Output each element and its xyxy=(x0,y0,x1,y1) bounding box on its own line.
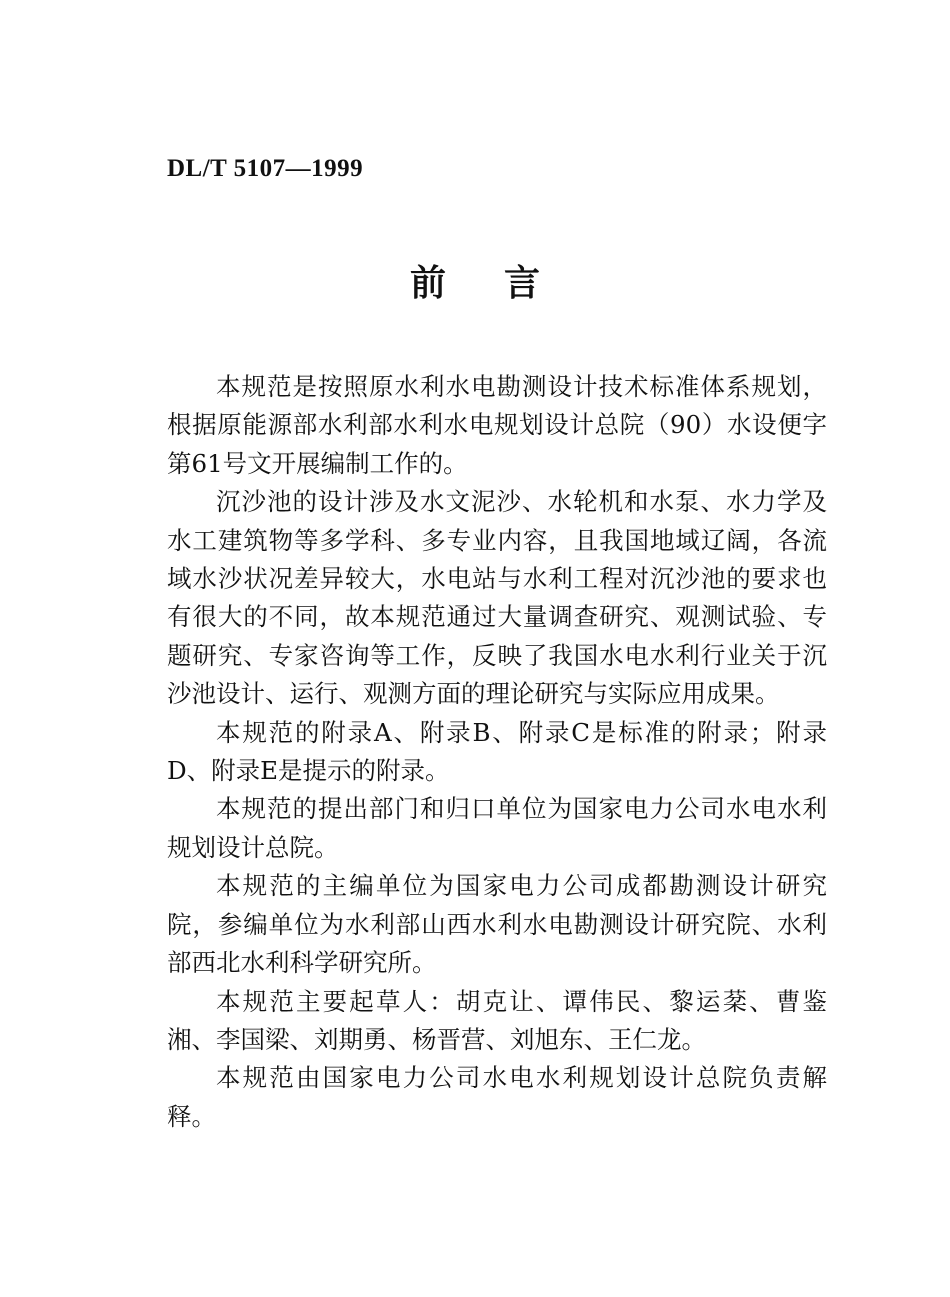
paragraph: 本规范由国家电力公司水电水利规划设计总院负责解释。 xyxy=(167,1063,827,1131)
paragraph: 本规范是按照原水利水电勘测设计技术标准体系规划，根据原能源部水利部水利水电规划设计总院（90）水设便字第61号文开展编制工作的。 xyxy=(167,372,827,478)
page-title: 前言 xyxy=(409,262,598,304)
paragraph: 本规范的附录A、附录B、附录C是标准的附录；附录D、附录E是提示的附录。 xyxy=(167,717,827,786)
foreword-body xyxy=(167,368,827,1136)
paragraph: 本规范的主编单位为国家电力公司成都勘测设计研究院，参编单位为水利部山西水利水电勘测设计研究院、水利部西北水利科学研究所。 xyxy=(167,871,827,978)
standard-code: DL/T 5107—1999 xyxy=(167,155,364,182)
paragraph: 本规范的提出部门和归口单位为国家电力公司水电水利规划设计总院。 xyxy=(167,794,827,862)
paragraph: 本规范主要起草人：胡克让、谭伟民、黎运棻、曹鉴湘、李国梁、刘期勇、杨晋营、刘旭东、王仁龙。 xyxy=(167,986,827,1054)
paragraph: 沉沙池的设计涉及水文泥沙、水轮机和水泵、水力学及水工建筑物等多学科、多专业内容，且我国地域辽阔，各流域水沙状况差异较大，水电站与水利工程对沉沙池的要求也有很大的不同，故本规范通过大量调查研究、观测试验、专题研究、专家咨询等工作，反映了我国水电水利行业关于沉沙池设计、运行、观测方面的理论研究与实际应用成果。 xyxy=(167,487,827,709)
